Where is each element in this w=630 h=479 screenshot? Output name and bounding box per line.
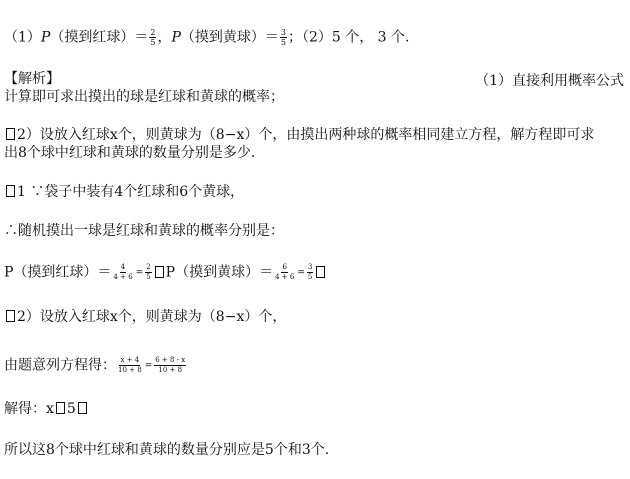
answer-line <box>4 28 409 47</box>
solution-line-1: 1 ∵袋子中装有4个红球和6个黄球， <box>4 183 244 201</box>
solution-line-5: 由题意列方程得： $\frac{x + 4}{10 + 8}$ = $\frac{6 + 8 - x}{10 + 8}$ <box>4 356 186 374</box>
solution-line-3: P（摸到红球）＝ $\frac{4}{4 + 6}$ = $\frac{2}{5}$ P（摸到黄球）＝ $\frac{6}{4 + 6}$ = $\frac{3}{5}$ <box>4 263 327 282</box>
analysis-right-text: （1）直接利用概率公式 <box>475 73 624 89</box>
analysis-line-2: 计算即可求出摸出的球是红球和黄球的概率； <box>4 89 284 105</box>
missing-glyph-box <box>316 266 325 278</box>
missing-glyph-box <box>56 402 65 414</box>
answer-tail: ；（2）5 个， 3 个. <box>287 29 410 46</box>
solution-line-4: 2）设放入红球x个，则黄球为（8−x）个， <box>4 308 286 326</box>
comma: ， <box>157 29 172 46</box>
solution-line-6: 解得：x 5 <box>4 400 89 418</box>
missing-glyph-box <box>6 185 15 197</box>
fraction-2-over-5: $\frac{2}{5}$ <box>146 263 151 281</box>
fraction-yellow: $\frac{3}{5}$ <box>280 28 286 47</box>
missing-glyph-box <box>6 310 15 322</box>
p-symbol: P <box>40 29 51 46</box>
analysis-line-3: 2）设放入红球x个，则黄球为（8−x）个，由摸出两种球的概率相同建立方程，解方程即可求 <box>4 126 594 144</box>
p-yellow-label: （摸到黄球）＝ <box>180 29 279 46</box>
missing-glyph-box <box>155 266 164 278</box>
fraction-4-over-4plus6: $\frac{4}{4 + 6}$ <box>113 263 133 281</box>
missing-glyph-box <box>6 128 15 140</box>
fraction-red: $\frac{2}{5}$ <box>150 28 156 47</box>
fraction-equation-right: $\frac{6 + 8 - x}{10 + 8}$ <box>155 356 186 374</box>
answer-part1-label: （1） <box>4 29 41 46</box>
solution-line-2: ∴随机摸出一球是红球和黄球的概率分别是： <box>4 223 284 239</box>
analysis-heading: 【解析】 <box>4 71 60 87</box>
p-symbol: P <box>171 29 181 46</box>
p-red-label: （摸到红球）＝ <box>50 29 149 46</box>
fraction-3-over-5: $\frac{3}{5}$ <box>307 263 313 281</box>
solution-line-7: 所以这8个球中红球和黄球的数量分别应是5个和3个. <box>4 442 330 458</box>
missing-glyph-box <box>78 402 87 414</box>
analysis-line-4: 出8个球中红球和黄球的数量分别是多少. <box>4 145 256 161</box>
fraction-6-over-4plus6: $\frac{6}{4 + 6}$ <box>275 263 295 281</box>
fraction-equation-left: $\frac{x + 4}{10 + 8}$ <box>118 356 142 374</box>
